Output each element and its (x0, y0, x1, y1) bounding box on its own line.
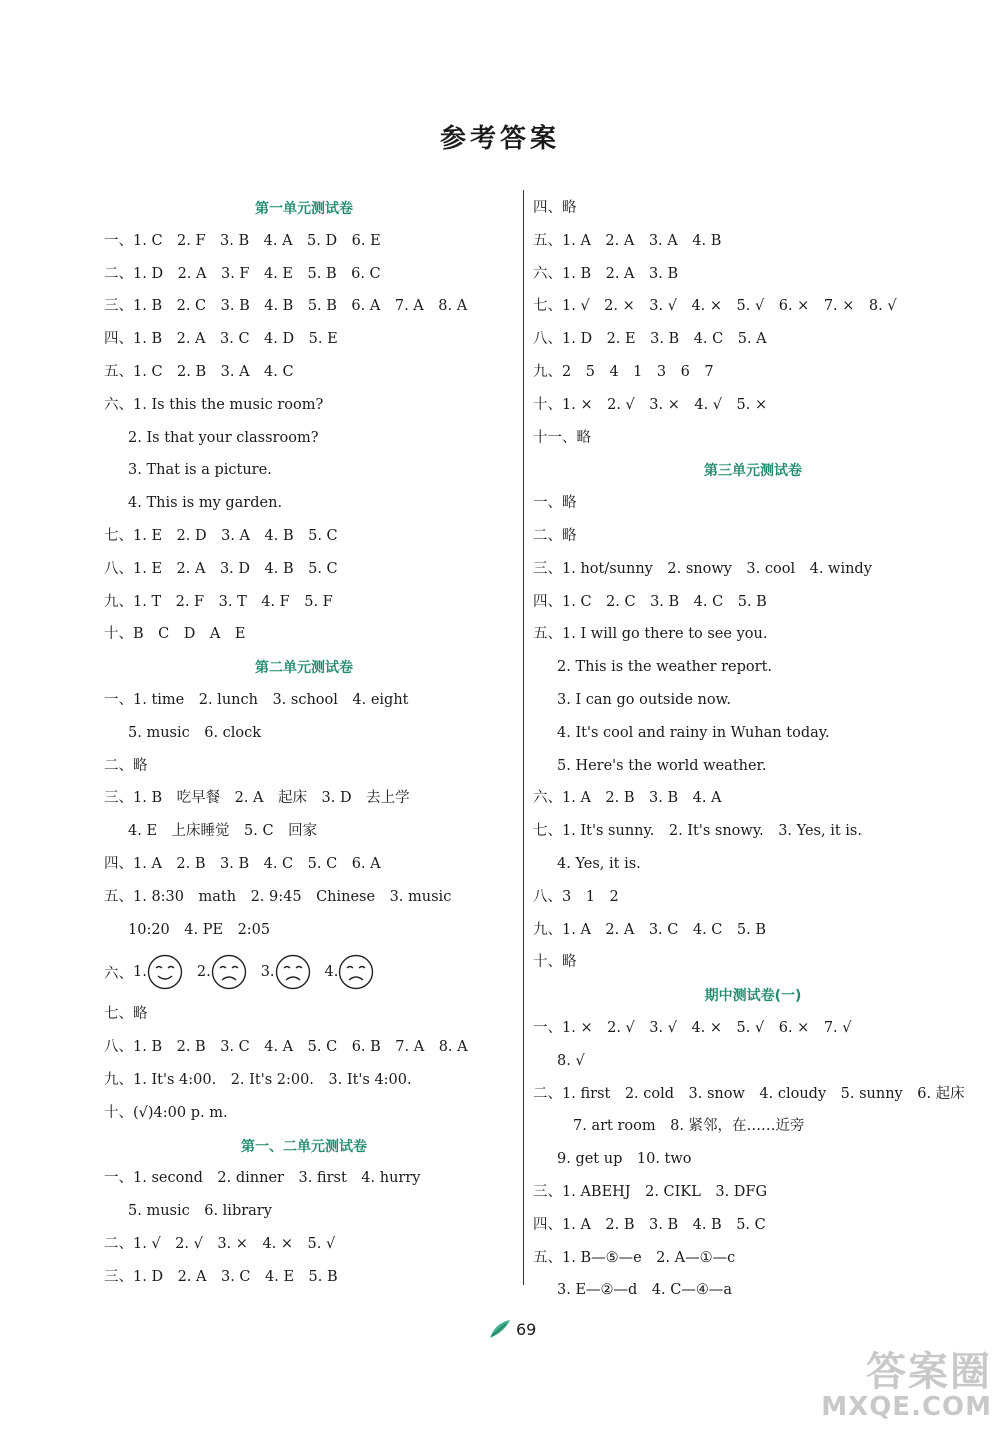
answer-row: 五、1. 8:30 math 2. 9:45 Chinese 3. music (104, 888, 452, 905)
answer-row: 5. music 6. library (128, 1203, 272, 1220)
left-column (104, 192, 504, 1294)
answer-row: 二、1. √ 2. √ 3. × 4. × 5. √ (104, 1235, 336, 1252)
answer-row: 一、1. × 2. √ 3. √ 4. × 5. √ 6. × 7. √ (533, 1019, 852, 1036)
answer-row: 四、1. B 2. A 3. C 4. D 5. E (104, 331, 338, 348)
answer-row: 七、略 (104, 1006, 148, 1023)
answer-row: 三、1. B 2. C 3. B 4. B 5. B 6. A 7. A 8. A (104, 298, 468, 315)
answer-row: 四、1. A 2. B 3. B 4. B 5. C (533, 1216, 766, 1233)
answer-row: 三、1. D 2. A 3. C 4. E 5. B (104, 1268, 338, 1285)
page-footer (488, 1318, 536, 1340)
smile-face-icon (147, 954, 183, 990)
answer-row: 四、1. A 2. B 3. B 4. C 5. C 6. A (104, 855, 381, 872)
answer-row: 10:20 4. PE 2:05 (128, 921, 271, 938)
answer-row: 三、1. ABEHJ 2. CIKL 3. DFG (533, 1183, 768, 1200)
answer-row: 五、1. A 2. A 3. A 4. B (533, 232, 722, 249)
answer-row: 九、1. It's 4:00. 2. It's 2:00. 3. It's 4:00. (104, 1071, 412, 1088)
section-heading: 第一单元测试卷 (255, 201, 353, 217)
watermark-url: MXQE.COM (821, 1392, 992, 1422)
answer-row: 4. E 上床睡觉 5. C 回家 (128, 823, 318, 840)
watermark-logo-text: 答案圈 (866, 1349, 992, 1395)
answer-row: 九、1. A 2. A 3. C 4. C 5. B (533, 921, 767, 938)
answer-row: 五、1. C 2. B 3. A 4. C (104, 363, 294, 380)
answer-row: 八、1. E 2. A 3. D 4. B 5. C (104, 560, 338, 577)
answer-row: 七、1. It's sunny. 2. It's snowy. 3. Yes, it is. (533, 823, 862, 840)
face-label: 4. (324, 964, 339, 981)
answer-row: 一、1. second 2. dinner 3. first 4. hurry (104, 1170, 421, 1187)
answer-row: 十、B C D A E (104, 626, 246, 643)
answer-row: 十、1. × 2. √ 3. × 4. √ 5. × (533, 396, 768, 413)
answer-row: 4. This is my garden. (128, 495, 283, 512)
page-title: 参考答案 (439, 124, 560, 154)
answer-row: 2. This is the weather report. (557, 659, 773, 676)
watermark (821, 1349, 992, 1422)
answer-row: 9. get up 10. two (557, 1151, 692, 1168)
answer-row: 4. Yes, it is. (557, 855, 641, 872)
frown-face-icon (338, 954, 374, 990)
column-divider (523, 190, 524, 1285)
answer-row-faces (104, 946, 504, 998)
answer-row: 一、略 (533, 495, 577, 512)
answer-row: 二、1. first 2. cold 3. snow 4. cloudy 5. sunny 6. 起床 (533, 1085, 965, 1102)
answer-row: 二、略 (104, 757, 148, 774)
answer-row: 六、1. Is this the music room? (104, 396, 324, 413)
answer-row: 2. Is that your classroom? (128, 429, 319, 446)
face-label: 2. (196, 964, 211, 981)
section-heading: 第一、二单元测试卷 (241, 1138, 367, 1155)
answer-row: 七、1. E 2. D 3. A 4. B 5. C (104, 527, 338, 544)
answer-row: 三、1. B 吃早餐 2. A 起床 3. D 去上学 (104, 790, 410, 807)
answer-row: 二、略 (533, 527, 577, 544)
answer-row: 5. Here's the world weather. (557, 757, 767, 774)
face-label: 3. (260, 964, 275, 981)
answer-row: 八、3 1 2 (533, 888, 619, 905)
answer-row: 7. art room 8. 紧邻，在……近旁 (573, 1118, 805, 1135)
answer-row: 七、1. √ 2. × 3. √ 4. × 5. √ 6. × 7. × 8. √ (533, 298, 897, 315)
answer-row: 十、(√)4:00 p. m. (104, 1104, 228, 1121)
answer-row: 一、1. time 2. lunch 3. school 4. eight (104, 691, 409, 708)
answer-row: 八、1. B 2. B 3. C 4. A 5. C 6. B 7. A 8. A (104, 1039, 468, 1056)
answer-row: 五、1. B—⑤—e 2. A—①—c (533, 1249, 736, 1266)
answer-row: 六、1. A 2. B 3. B 4. A (533, 790, 722, 807)
answer-row: 8. √ (557, 1052, 585, 1069)
answer-row: 五、1. I will go there to see you. (533, 626, 768, 643)
face-label: 1. (133, 964, 147, 981)
answer-row: 九、1. T 2. F 3. T 4. F 5. F (104, 593, 333, 610)
faces-prefix: 六、 (104, 965, 133, 982)
frown-face-icon (211, 954, 247, 990)
answer-row: 四、1. C 2. C 3. B 4. C 5. B (533, 593, 767, 610)
answer-row: 三、1. hot/sunny 2. snowy 3. cool 4. windy (533, 560, 872, 577)
section-heading: 期中测试卷(一) (704, 988, 802, 1005)
answer-row: 二、1. D 2. A 3. F 4. E 5. B 6. C (104, 265, 381, 282)
answer-row: 十、略 (533, 954, 577, 971)
answer-row: 3. That is a picture. (128, 462, 272, 479)
answer-row: 六、1. B 2. A 3. B (533, 265, 679, 282)
answer-row: 四、略 (533, 200, 577, 216)
answer-row: 3. E—②—d 4. C—④—a (557, 1282, 732, 1299)
section-heading: 第二单元测试卷 (255, 660, 353, 677)
leaf-decoration-icon (488, 1318, 512, 1340)
frown-face-icon (275, 954, 311, 990)
answer-row: 十一、略 (533, 429, 591, 446)
answer-row: 八、1. D 2. E 3. B 4. C 5. A (533, 331, 767, 348)
page-number: 69 (516, 1319, 537, 1339)
answer-row: 九、2 5 4 1 3 6 7 (533, 363, 714, 380)
answer-row: 3. I can go outside now. (557, 691, 731, 708)
answer-row: 5. music 6. clock (128, 724, 262, 741)
right-column (533, 192, 973, 1307)
answer-row: 4. It's cool and rainy in Wuhan today. (557, 724, 830, 741)
section-heading: 第三单元测试卷 (704, 463, 802, 480)
answer-row: 一、1. C 2. F 3. B 4. A 5. D 6. E (104, 232, 381, 249)
